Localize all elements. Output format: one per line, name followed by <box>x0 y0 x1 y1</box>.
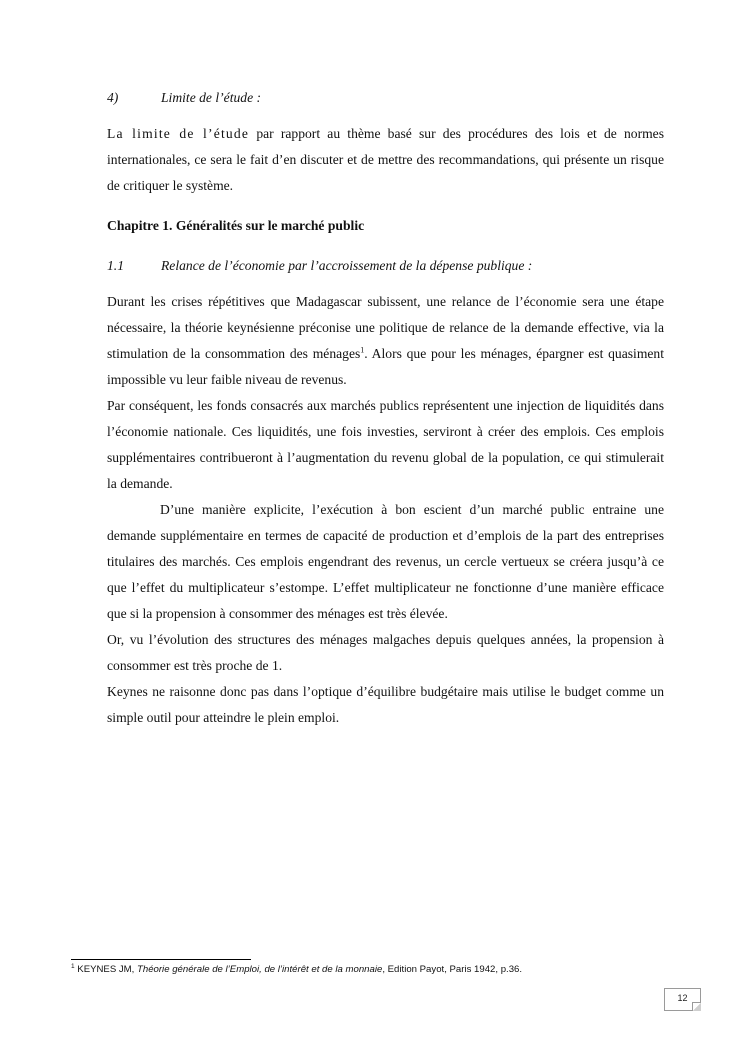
section-number: 1.1 <box>107 258 124 273</box>
page-fold-icon <box>692 1002 701 1011</box>
study-limit-body: par rapport au thème basé sur des procédures des lois et de normes internationales, ce sera le fait d’en discuter et de mettre des recommandations, qui présente un risque de critiquer le système. <box>107 126 665 193</box>
footnote-details: , Edition Payot, Paris 1942, p.36. <box>382 964 523 975</box>
footnote-separator <box>71 959 251 960</box>
chapter-title: Chapitre 1. Généralités sur le marché public <box>107 218 365 233</box>
section-title: Limite de l’étude : <box>161 90 262 105</box>
page-number: 12 <box>677 993 688 1003</box>
footnote-marker: 1 <box>71 962 75 970</box>
paragraph-text: Durant les crises répétitives que Madagascar subissent, une relance de l’économie sera une étape nécessaire, la théorie keynésienne préconise une politique de relance de la demande effective, via la stimulation de la consommation des ménages <box>107 294 664 361</box>
paragraph-keynes: Keynes ne raisonne donc pas dans l’optique d’équilibre budgétaire mais utilise le budget comme un simple outil pour atteindre le plein emploi. <box>107 684 664 725</box>
section-heading-4 <box>107 88 261 108</box>
paragraph-public-funds: Par conséquent, les fonds consacrés aux marchés publics représentent une injection de liquidités dans l’économie nationale. Ces liquidités, une fois investies, serviront à créer des emplois. Ces emplois supplémentaires contribueront à l’augmentation du revenu global de la population, ce qui stimulerait la demande. <box>107 398 664 491</box>
section-number: 4) <box>107 90 119 105</box>
paragraph-crisis <box>107 289 664 393</box>
study-limit-lead: La limite de l’étude <box>107 126 250 141</box>
paragraph-propensity: Or, vu l’évolution des structures des ménages malgaches depuis quelques années, la propension à consommer est très proche de 1. <box>107 632 664 673</box>
study-limit-paragraph <box>107 121 664 199</box>
section-1-1-body <box>107 289 664 731</box>
footnote-ref[interactable]: 1 <box>360 345 365 355</box>
section-heading-1-1 <box>107 256 532 276</box>
footnote <box>71 964 522 975</box>
footnote-book-title: Théorie générale de l’Emploi, de l’intérêt et de la monnaie <box>137 964 383 975</box>
page-number-box <box>664 988 701 1011</box>
paragraph-text: . Alors que pour les ménages, épargner est quasiment impossible vu leur faible niveau de revenus. <box>107 346 664 387</box>
section-title: Relance de l’économie par l’accroissement de la dépense publique : <box>161 258 533 273</box>
footnote-author: KEYNES JM, <box>74 964 137 975</box>
paragraph-multiplier: D’une manière explicite, l’exécution à bon escient d’un marché public entraine une demande supplémentaire en termes de capacité de production et d’emplois de la part des entreprises titulaires des marchés. Ces emplois engendrant des revenus, un cercle vertueux se créera jusqu’à ce que l’effet du multiplicateur s’estompe. L’effet multiplicateur ne fonctionne d’une manière efficace que si la propension à consommer des ménages est très élevée. <box>107 502 664 621</box>
